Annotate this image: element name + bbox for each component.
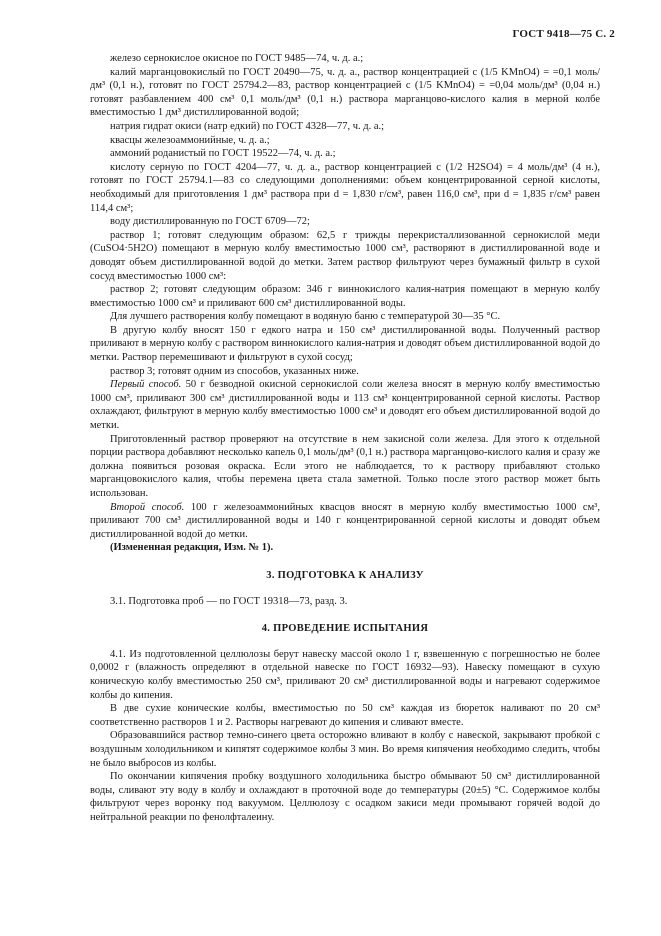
body-paragraph: Для лучшего растворения колбу помещают в водяную баню с температурой 30—35 °С. xyxy=(110,311,501,323)
method-1-paragraph xyxy=(90,378,600,432)
method-2-paragraph xyxy=(90,501,600,542)
section-4-paragraph: 4.1. Из подготовленной целлюлозы берут навеску массой около 1 г, взвешенную с погрешностью не более 0,0002 г (влажность определяют в отдельной навеске по ГОСТ 16932—93). Навеску помещают в сухую коническую колбу вместимостью 250 см³, приливают 20 см³ дистиллированной воды и нагревают содержимое колбы до кипения. xyxy=(90,648,600,701)
body-paragraph: Приготовленный раствор проверяют на отсутствие в нем закисной соли железа. Для этого к отдельной порции раствора добавляют несколько капель 0,1 моль/дм³ (0,1 н.) раствора марганцово-кислого калия и сразу же должна появиться розовая окраска. Если этого не наблюдается, то к раствору прибавляют столько марганцовокислого калия, чтобы перемена цвета стала заметной. Только после этого раствор может быть использован. xyxy=(90,433,600,499)
solution-1-paragraph: раствор 1; готовят следующим образом: 62,5 г трижды перекристаллизованной сернокислой меди (CuSO4·5H2O) помещают в мерную колбу вместимостью 1000 см³, растворяют в дистиллированной воде и доводят объем дистиллированной водой до метки. Затем раствор фильтруют через бумажный фильтр в сухой сосуд вместимостью 1000 см³: xyxy=(90,229,600,282)
edition-note: (Измененная редакция, Изм. № 1). xyxy=(110,542,274,554)
body-paragraph: В другую колбу вносят 150 г едкого натра и 150 см³ дистиллированной воды. Полученный раствор приливают в мерную колбу с раствором виннокислого калия-натрия и доводят объем дистиллированной водой до метки. Раствор перемешивают и фильтруют в сухой сосуд; xyxy=(90,324,600,364)
section-3-text: 3.1. Подготовка проб — по ГОСТ 19318—73, разд. 3. xyxy=(110,595,348,607)
reagent-item: натрия гидрат окиси (натр едкий) по ГОСТ 4328—77, ч. д. а.; xyxy=(110,120,385,132)
reagent-item: калий марганцовокислый по ГОСТ 20490—75, ч. д. а., раствор концентрацией с (1/5 KMnO4) = =0,1 моль/дм³ (0,1 н.), готовят по ГОСТ 25794.2—83, раствор концентрацией с (1/5 KMnO4) = =0,04 моль/дм³ (0,04 н.) готовят разбавлением 400 см³ 0,1 моль/дм³ (0,1 н.) раствора марганцово-кислого калия в мерной колбе вместимостью 1 дм³ дистиллированной водой; xyxy=(90,66,600,119)
section-4-heading: 4. ПРОВЕДЕНИЕ ИСПЫТАНИЯ xyxy=(261,623,429,635)
section-4-paragraph: По окончании кипячения пробку воздушного холодильника быстро обмывают 50 см³ дистиллированной воды, сливают эту воду в колбу и охлаждают в проточной воде до температуры (20±5) °С. Содержимое колбы фильтруют через воронку под вакуумом. Целлюлозу с осадком закиси меди промывают горячей водой до нейтральной реакции по фенолфталеину. xyxy=(90,771,600,823)
page-header: ГОСТ 9418—75 С. 2 xyxy=(512,28,615,40)
document-body xyxy=(90,28,600,824)
reagent-item: воду дистиллированную по ГОСТ 6709—72; xyxy=(110,216,310,228)
method-1-label: Первый способ. xyxy=(110,379,182,391)
section-4-paragraph: Образовавшийся раствор темно-синего цвета осторожно вливают в колбу с навеской, закрывают пробкой с воздушным холодильником и кипятят содержимое колбы 3 мин. Во время кипячения необходимо следить, чтобы не было выбросов из колбы. xyxy=(90,730,600,769)
reagent-item: железо сернокислое окисное по ГОСТ 9485—74, ч. д. а.; xyxy=(110,53,364,64)
method-2-text: 100 г железоаммонийных квасцов вносят в мерную колбу вместимостью 1000 см³, приливают 700 см³ дистиллированной воды и 140 г концентрированной серной кислоты и доводят объем дистиллированной водой до метки. xyxy=(90,501,601,540)
method-1-text: 50 г безводной окисной сернокислой соли железа вносят в мерную колбу вместимостью 1000 см³, приливают 300 см³ дистиллированной воды и 113 см³ концентрированной серной кислоты. Раствор охлаждают, фильтруют в мерную колбу вместимостью 1000 см³ и доводят его объем дистиллированной водой до метки. xyxy=(90,379,600,432)
reagent-item: кислоту серную по ГОСТ 4204—77, ч. д. а., раствор концентрацией с (1/2 H2SO4) = 4 моль/дм³ (4 н.), готовят по ГОСТ 25794.1—83 со следующими дополнениями: объем концентрированной серной кислоты, необходимый для приготовления 1 дм³ раствора при d = 1,830 г/см³, равен 116,0 см³, при d = 1,835 г/см³ равен 114,4 см³; xyxy=(90,161,600,214)
solution-2-paragraph: раствор 2; готовят следующим образом: 346 г виннокислого калия-натрия помещают в мерную колбу вместимостью 1000 см³ и приливают 600 см³ дистиллированной воды. xyxy=(90,284,600,309)
reagent-item: квасцы железоаммонийные, ч. д. а.; xyxy=(110,134,270,146)
solution-3-paragraph: раствор 3; готовят одним из способов, указанных ниже. xyxy=(110,365,359,377)
section-3-heading: 3. ПОДГОТОВКА К АНАЛИЗУ xyxy=(266,569,424,581)
method-2-label: Второй способ. xyxy=(110,501,185,513)
reagent-item: аммоний роданистый по ГОСТ 19522—74, ч. д. а.; xyxy=(110,148,336,160)
section-4-paragraph: В две сухие конические колбы, вместимостью по 50 см³ каждая из бюреток наливают по 20 см³ соответственно растворов 1 и 2. Растворы нагревают до кипения и сливают вместе. xyxy=(90,703,600,728)
